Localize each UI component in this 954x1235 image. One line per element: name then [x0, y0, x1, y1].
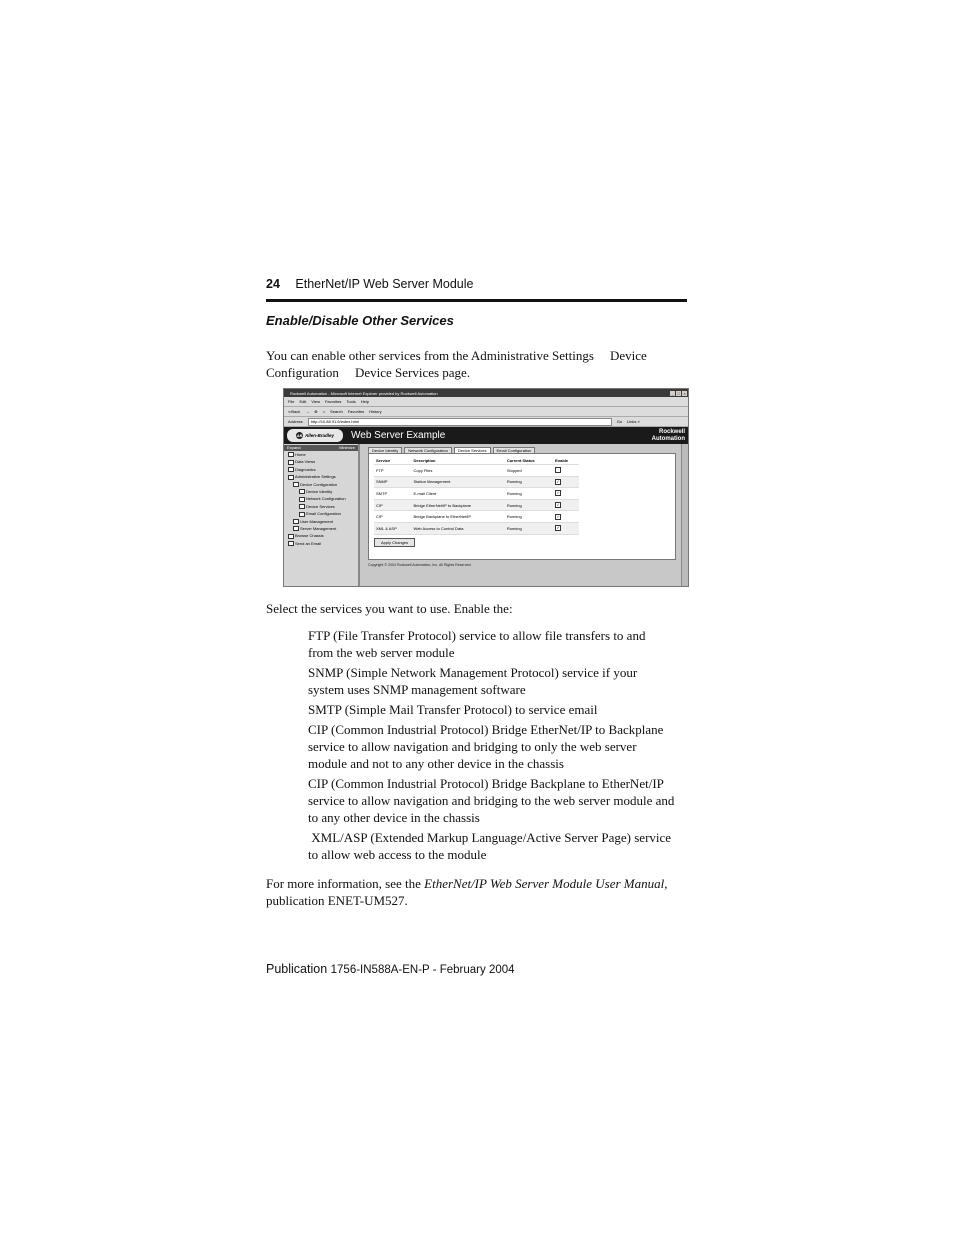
description-cell: Bridge EtherNet/IP to Backplane — [412, 499, 505, 511]
close-icon[interactable]: × — [683, 390, 686, 396]
table-row — [374, 465, 579, 477]
more-info-publication: publication ENET-UM527. — [266, 893, 408, 908]
service-cell: CIP — [374, 511, 412, 523]
brand-line2: Automation — [651, 435, 685, 442]
intro-line1b: Device — [609, 348, 647, 363]
status-cell: Running — [505, 522, 553, 534]
col-description: Description — [412, 457, 505, 465]
content-area — [360, 444, 688, 587]
nav-item-server-management[interactable] — [284, 525, 358, 532]
rockwell-brand — [652, 429, 685, 442]
nav-label: Network Configuration — [306, 496, 346, 502]
nav-item-browse-chassis[interactable] — [284, 532, 358, 539]
table-row — [374, 499, 579, 511]
table-header-row — [374, 457, 579, 465]
bullet-line: SMTP (Simple Mail Transfer Protocol) to service email — [308, 702, 598, 717]
service-cell: FTP — [374, 465, 412, 477]
page-footer — [266, 962, 515, 976]
service-cell: SMTP — [374, 488, 412, 500]
table-row — [374, 476, 579, 488]
bullet-line: XML/ASP (Extended Markup Language/Active Server Page) service — [308, 830, 672, 845]
description-cell: E-mail Client — [412, 488, 505, 500]
page-icon — [288, 534, 294, 539]
service-bullet — [308, 775, 690, 826]
nav-item-admin-settings[interactable] — [284, 473, 358, 480]
browser-content — [284, 444, 688, 587]
bullet-line: CIP (Common Industrial Protocol) Bridge EtherNet/IP to Backplane — [308, 722, 664, 737]
bullet-line: service to allow navigation and bridging to only the web server — [308, 739, 637, 754]
service-bullet — [308, 664, 690, 698]
nav-item-user-management[interactable] — [284, 518, 358, 525]
bullet-line: to any other device in the chassis — [308, 810, 480, 825]
nav-label: Device Configuration — [300, 481, 338, 487]
service-cell: CIP — [374, 499, 412, 511]
logo-text: Allen-Bradley — [304, 433, 334, 438]
bullet-line: FTP (File Transfer Protocol) service to allow file transfers to and — [308, 628, 646, 643]
window-title: Rockwell Automation - Microsoft Internet Explorer provided by Rockwell Automation — [290, 390, 438, 396]
forward-button[interactable]: → — [305, 409, 310, 414]
nav-tree — [284, 451, 358, 547]
bullet-line: CIP (Common Industrial Protocol) Bridge Backplane to EtherNet/IP — [308, 776, 664, 791]
table-row — [374, 522, 579, 534]
nav-item-device-identity[interactable] — [284, 488, 358, 495]
section-title: Enable/Disable Other Services — [266, 313, 454, 328]
nav-label: Email Configuration — [306, 511, 341, 517]
nav-item-network-config[interactable] — [284, 495, 358, 502]
service-bullet — [308, 829, 690, 863]
page-icon — [299, 497, 305, 502]
nav-item-email-config[interactable] — [284, 510, 358, 517]
status-cell: Running — [505, 476, 553, 488]
home-button[interactable]: ⌂ — [322, 409, 326, 414]
device-services-screenshot — [283, 388, 689, 587]
menu-file[interactable]: File — [288, 399, 295, 404]
nav-item-diagnostics[interactable] — [284, 466, 358, 473]
enable-cell — [553, 465, 579, 477]
minimize-icon[interactable]: _ — [671, 390, 674, 396]
search-button[interactable]: Search — [330, 409, 343, 414]
maximize-icon[interactable]: □ — [677, 390, 680, 396]
tab-device-identity[interactable]: Device Identity — [368, 447, 402, 453]
tab-network-configuration[interactable]: Network Configuration — [404, 447, 452, 453]
menu-edit[interactable]: Edit — [299, 399, 307, 404]
folder-open-icon — [288, 475, 294, 480]
table-row — [374, 488, 579, 500]
description-cell: Station Management — [412, 476, 505, 488]
allen-bradley-logo — [287, 429, 343, 442]
nav-label: Administrative Settings — [295, 474, 336, 480]
copyright-text: Copyright © 2004 Rockwell Automation, Inc. All Rights Reserved. — [368, 563, 472, 567]
menu-bar — [284, 397, 688, 407]
enable-checkbox[interactable]: ✓ — [556, 490, 560, 496]
back-button[interactable]: ⇦Back — [288, 409, 301, 414]
col-service: Service — [374, 457, 412, 465]
description-cell: Copy Files — [412, 465, 505, 477]
history-button[interactable]: History — [369, 409, 382, 414]
window-titlebar — [284, 389, 688, 397]
nav-item-send-email[interactable] — [284, 540, 358, 547]
nav-label: User Management — [300, 518, 333, 524]
enable-checkbox[interactable]: ✓ — [556, 525, 560, 531]
bullet-line: system uses SNMP management software — [308, 682, 526, 697]
folder-icon — [293, 519, 299, 524]
site-banner — [284, 427, 688, 444]
page-icon — [288, 452, 294, 457]
links-label[interactable]: Links » — [627, 419, 640, 424]
intro-paragraph — [266, 347, 690, 381]
footer-publication: 1756-IN588A-EN-P - February 2004 — [330, 964, 515, 976]
bullet-line: from the web server module — [308, 645, 455, 660]
page-icon — [299, 489, 305, 494]
enable-checkbox[interactable] — [555, 467, 561, 473]
col-enable: Enable — [553, 457, 579, 465]
nav-label: Send an Email — [295, 540, 322, 546]
running-header — [266, 277, 474, 291]
service-cell: XML & ASP — [374, 522, 412, 534]
menu-favorites[interactable]: Favorites — [324, 399, 342, 404]
service-cell: SNMP — [374, 476, 412, 488]
nav-label: Server Management — [300, 525, 337, 531]
bullet-line: service to allow navigation and bridging to the web server module and — [308, 793, 675, 808]
footer-label: Publication — [266, 962, 328, 976]
menu-view[interactable]: View — [311, 399, 320, 404]
apply-changes-button[interactable]: Apply Changes — [374, 538, 415, 547]
table-row — [374, 511, 579, 523]
status-cell: Running — [505, 511, 553, 523]
address-bar — [284, 417, 688, 427]
menu-help[interactable]: Help — [360, 399, 369, 404]
manual-title: EtherNet/IP Web Server Module User Manual, — [424, 876, 668, 891]
page-icon — [288, 541, 294, 546]
enable-cell — [553, 476, 579, 488]
header-rule — [266, 299, 687, 302]
nav-sidebar — [284, 444, 360, 587]
favorites-button[interactable]: Favorites — [347, 409, 365, 414]
status-cell: Running — [505, 499, 553, 511]
service-bullet — [308, 701, 690, 718]
nav-label: Browse Chassis — [295, 533, 324, 539]
bullet-line: to allow web access to the module — [308, 847, 487, 862]
folder-icon — [288, 460, 294, 465]
address-label: Address — [288, 419, 303, 424]
description-cell: Web Access to Control Data — [412, 522, 505, 534]
vertical-scrollbar[interactable] — [681, 444, 688, 587]
enable-cell — [553, 522, 579, 534]
bullet-line: module and not to any other device in the chassis — [308, 756, 564, 771]
tab-email-configuration[interactable]: Email Configuration — [493, 447, 536, 453]
go-button[interactable]: Go — [616, 419, 623, 424]
logo-icon: AB — [296, 433, 303, 438]
services-panel — [368, 453, 676, 560]
nav-item-device-services[interactable] — [284, 503, 358, 510]
nav-item-home[interactable] — [284, 451, 358, 458]
banner-title: Web Server Example — [351, 430, 446, 441]
folder-open-icon — [293, 482, 299, 487]
service-bullet — [308, 627, 690, 661]
enable-checkbox[interactable]: ✓ — [556, 502, 560, 508]
expand-link[interactable]: Expand — [287, 445, 301, 450]
enable-cell — [553, 488, 579, 500]
address-input[interactable]: http://10.88.91.6/index.html — [308, 418, 612, 426]
nav-item-device-config[interactable] — [284, 481, 358, 488]
browser-toolbar — [284, 407, 688, 417]
nav-label: Device Identity — [306, 488, 333, 494]
stop-button[interactable]: ⊗ — [314, 409, 318, 414]
nav-label: Data Views — [295, 459, 316, 465]
services-list — [308, 627, 690, 866]
enable-checkbox[interactable]: ✓ — [556, 478, 560, 484]
enable-checkbox[interactable]: ✓ — [556, 513, 560, 519]
intro-line2b: Device Services page. — [354, 365, 471, 380]
page-number: 24 — [266, 277, 280, 291]
folder-icon — [288, 467, 294, 472]
menu-tools[interactable]: Tools — [346, 399, 356, 404]
intro-line2a: Configuration — [266, 365, 339, 380]
page-icon — [299, 512, 305, 517]
enable-cell — [553, 511, 579, 523]
folder-icon — [293, 526, 299, 531]
minimize-link[interactable]: Minimize — [339, 445, 355, 450]
status-cell: Running — [505, 488, 553, 500]
status-cell: Stopped — [505, 465, 553, 477]
nav-item-data-views[interactable] — [284, 458, 358, 465]
nav-label: Device Services — [306, 503, 335, 509]
page-icon — [299, 504, 305, 509]
enable-cell — [553, 499, 579, 511]
services-table — [374, 457, 579, 535]
more-info-paragraph — [266, 875, 690, 909]
more-info-prefix: For more information, see the — [266, 876, 425, 891]
description-cell: Bridge Backplane to EtherNet/IP — [412, 511, 505, 523]
intro-line1a: You can enable other services from the Administrative Settings — [266, 348, 594, 363]
nav-label: Home — [295, 452, 306, 457]
nav-label: Diagnostics — [295, 466, 316, 472]
tab-device-services[interactable]: Device Services — [454, 447, 491, 453]
bullet-line: SNMP (Simple Network Management Protocol) service if your — [308, 665, 638, 680]
select-text: Select the services you want to use. Enable the: — [266, 601, 513, 616]
service-bullet — [308, 721, 690, 772]
running-title: EtherNet/IP Web Server Module — [295, 277, 474, 291]
brand-line1: Rockwell — [658, 429, 685, 435]
col-status: Current Status — [505, 457, 553, 465]
